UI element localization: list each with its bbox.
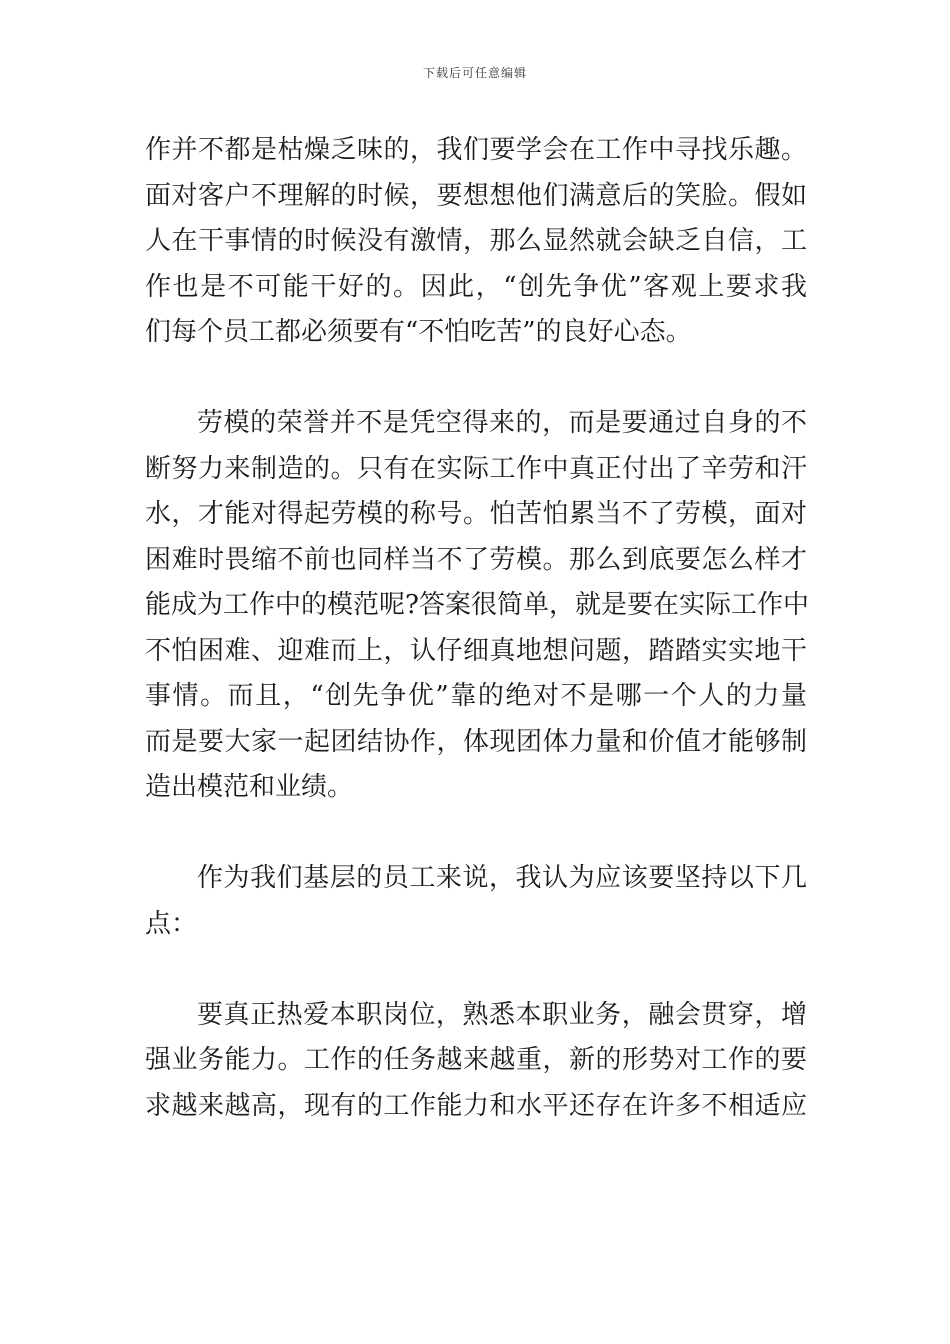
paragraph-4-line-2: 强业务能力。工作的任务越来越重，新的形势对工作的要: [145, 1045, 807, 1075]
paragraph-2-line-4: 困难时畏缩不前也同样当不了劳模。那么到底要怎么样才: [145, 544, 807, 575]
paragraph-1-line-4: 作也是不可能干好的。因此，“创先争优”客观上要求我: [145, 271, 807, 302]
paragraph-gap: [145, 811, 807, 857]
paragraph-4-line-1: 要真正热爱本职岗位，熟悉本职业务，融会贯穿，增: [197, 999, 807, 1030]
paragraph-1-line-5: 们每个员工都必须要有“不怕吃苦”的良好心态。: [145, 317, 692, 347]
paragraph-gap: [145, 947, 807, 993]
paragraph-3-line-1: 作为我们基层的员工来说，我认为应该要坚持以下几: [197, 863, 807, 893]
paragraph-1-line-2: 面对客户不理解的时候，要想想他们满意后的笑脸。假如: [145, 180, 807, 211]
paragraph-1-line-3: 人在干事情的时候没有激情，那么显然就会缺乏自信，工: [145, 226, 807, 256]
paragraph-2-line-7: 事情。而且，“创先争优”靠的绝对不是哪一个人的力量: [145, 681, 807, 711]
paragraph-2-line-2: 断努力来制造的。只有在实际工作中真正付出了辛劳和汗: [145, 453, 807, 484]
paragraph-2-line-3: 水，才能对得起劳模的称号。怕苦怕累当不了劳模，面对: [145, 499, 807, 529]
body-text: [145, 128, 807, 1129]
paragraph-gap: [145, 356, 807, 402]
paragraph-2-line-8: 而是要大家一起团结协作，体现团体力量和价值才能够制: [145, 726, 807, 757]
paragraph-2-line-5: 能成为工作中的模范呢?答案很简单，就是要在实际工作中: [145, 590, 809, 620]
paragraph-2-line-9: 造出模范和业绩。: [145, 772, 354, 802]
paragraph-2-line-1: 劳模的荣誉并不是凭空得来的，而是要通过自身的不: [197, 408, 807, 438]
header-note: 下载后可任意编辑: [422, 66, 527, 80]
paragraph-4-line-3: 求越来越高，现有的工作能力和水平还存在许多不相适应: [145, 1090, 807, 1121]
paragraph-2-line-6: 不怕困难、迎难而上，认仔细真地想问题，踏踏实实地干: [145, 635, 807, 666]
paragraph-1-line-1: 作并不都是枯燥乏味的，我们要学会在工作中寻找乐趣。: [145, 135, 807, 165]
paragraph-3-line-2: 点：: [145, 908, 198, 939]
